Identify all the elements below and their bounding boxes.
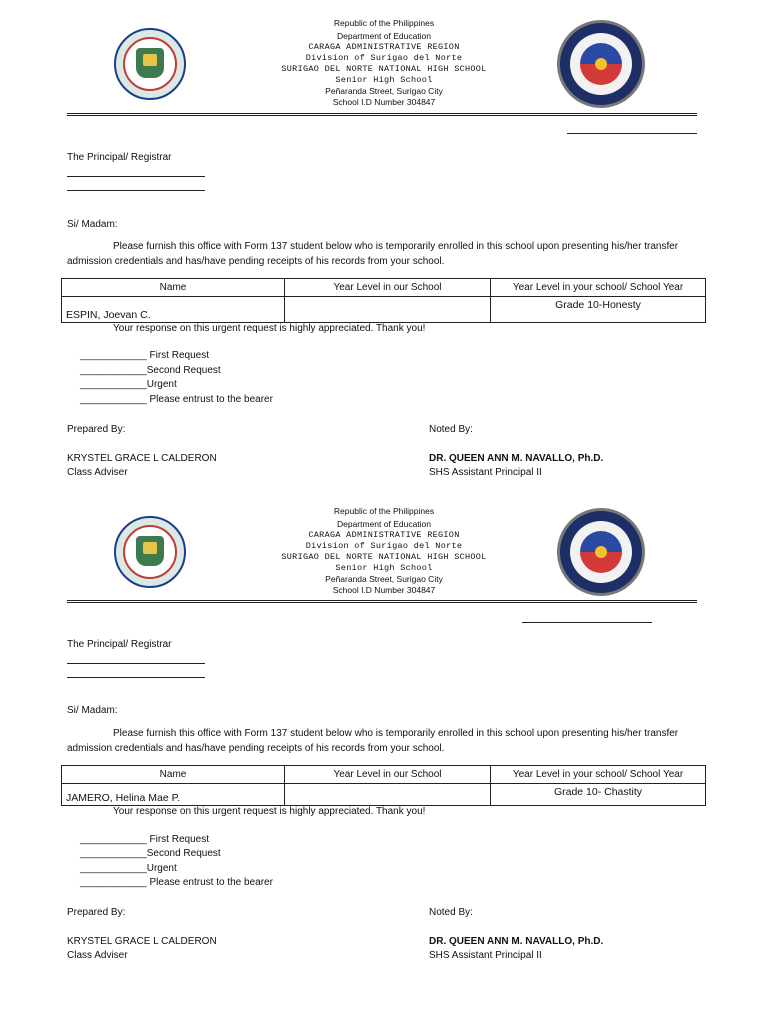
date-line (522, 622, 652, 623)
addressee-line-1 (67, 663, 205, 664)
header-republic: Republic of the Philippines (333, 506, 435, 516)
addressee-line-1 (67, 176, 205, 177)
option-first-request: ____________ First Request (80, 834, 209, 845)
prepared-by-title: Class Adviser (67, 467, 128, 478)
our-level-cell (285, 297, 491, 323)
noted-by-name: DR. QUEEN ANN M. NAVALLO, Ph.D. (429, 453, 604, 464)
header-department: Department of Education (336, 31, 432, 41)
option-bearer: ____________ Please entrust to the bearer (80, 877, 273, 888)
header-division: Division of Surigao del Norte (305, 53, 463, 63)
col-name-header: Name (62, 766, 285, 784)
salutation: Si/ Madam: (67, 705, 118, 716)
col-our-level-header: Year Level in our School (285, 766, 491, 784)
prepared-by-label: Prepared By: (67, 424, 126, 435)
addressee: The Principal/ Registrar (67, 639, 172, 650)
col-name-header: Name (62, 279, 285, 297)
option-urgent: ____________Urgent (80, 379, 177, 390)
header-school-name: SURIGAO DEL NORTE NATIONAL HIGH SCHOOL (281, 552, 487, 562)
noted-by-title: SHS Assistant Principal II (429, 950, 542, 961)
closing-text: Your response on this urgent request is highly appreciated. Thank you! (113, 323, 426, 334)
request-form-2 (0, 486, 768, 972)
header-school-id: School I.D Number 304847 (332, 97, 436, 107)
our-level-cell (285, 784, 491, 806)
option-bearer: ____________ Please entrust to the bearer (80, 394, 273, 405)
prepared-by-name: KRYSTEL GRACE L CALDERON (67, 936, 217, 947)
student-name: JAMERO, Helina Mae P. (62, 784, 285, 806)
header-republic: Republic of the Philippines (333, 18, 435, 28)
header-senior-high: Senior High School (335, 75, 433, 85)
grade-cell: Grade 10- Chastity (491, 784, 706, 806)
header-school-id: School I.D Number 304847 (332, 585, 436, 595)
header-division: Division of Surigao del Norte (305, 541, 463, 551)
grade-cell: Grade 10-Honesty (491, 297, 706, 323)
request-form-1 (0, 0, 768, 486)
noted-by-name: DR. QUEEN ANN M. NAVALLO, Ph.D. (429, 936, 604, 947)
option-first-request: ____________ First Request (80, 350, 209, 361)
prepared-by-name: KRYSTEL GRACE L CALDERON (67, 453, 217, 464)
header-rule (67, 600, 697, 603)
option-second-request: ____________Second Request (80, 365, 221, 376)
student-name: ESPIN, Joevan C. (62, 297, 285, 323)
col-our-level-header: Year Level in our School (285, 279, 491, 297)
header-senior-high: Senior High School (335, 563, 433, 573)
addressee-line-2 (67, 677, 205, 678)
addressee-line-2 (67, 190, 205, 191)
header-region: CARAGA ADMINISTRATIVE REGION (308, 42, 460, 52)
col-your-level-header: Year Level in your school/ School Year (491, 279, 706, 297)
date-line (567, 133, 697, 134)
option-urgent: ____________Urgent (80, 863, 177, 874)
request-body: Please furnish this office with Form 137 student below who is temporarily enrolled in this school upon presenting his/her transfer admission credentials and has/have pending receipts of his records from your school. (67, 728, 679, 754)
option-second-request: ____________Second Request (80, 848, 221, 859)
noted-by-label: Noted By: (429, 424, 473, 435)
col-your-level-header: Year Level in your school/ School Year (491, 766, 706, 784)
noted-by-title: SHS Assistant Principal II (429, 467, 542, 478)
header-rule (67, 113, 697, 116)
prepared-by-label: Prepared By: (67, 907, 126, 918)
header-address: Peñaranda Street, Surigao City (325, 574, 443, 584)
header-school-name: SURIGAO DEL NORTE NATIONAL HIGH SCHOOL (281, 64, 487, 74)
request-body: Please furnish this office with Form 137 student below who is temporarily enrolled in this school upon presenting his/her transfer admission credentials and has/have pending receipts of his records from your school. (67, 241, 679, 267)
addressee: The Principal/ Registrar (67, 152, 172, 163)
student-table (61, 278, 706, 323)
prepared-by-title: Class Adviser (67, 950, 128, 961)
header-region: CARAGA ADMINISTRATIVE REGION (308, 530, 460, 540)
header-department: Department of Education (336, 519, 432, 529)
noted-by-label: Noted By: (429, 907, 473, 918)
salutation: Si/ Madam: (67, 219, 118, 230)
student-table (61, 765, 706, 806)
closing-text: Your response on this urgent request is highly appreciated. Thank you! (113, 806, 426, 817)
header-address: Peñaranda Street, Surigao City (325, 86, 443, 96)
